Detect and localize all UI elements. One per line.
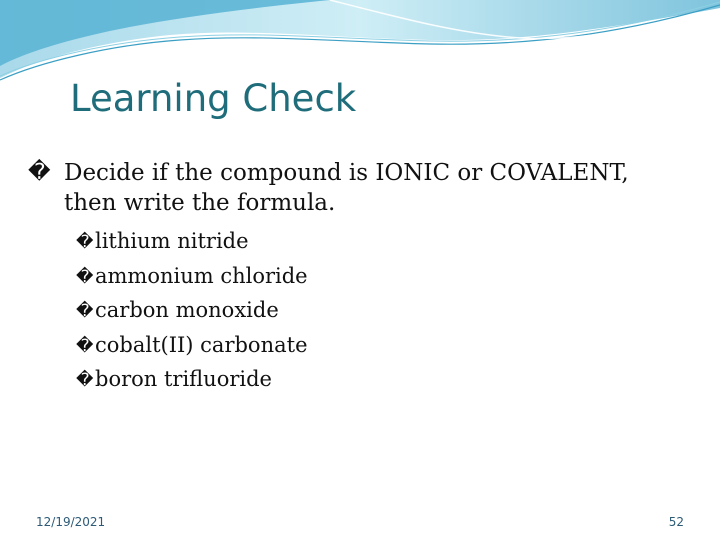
bullet-glyph-icon: � — [76, 266, 94, 287]
bullet-glyph-icon: � — [76, 335, 94, 356]
list-item-label: carbon monoxide — [95, 298, 279, 322]
main-bullet — [28, 158, 688, 218]
list-item-label: cobalt(II) carbonate — [95, 332, 308, 357]
compound-list — [76, 224, 308, 397]
list-item — [76, 224, 308, 259]
slide-number: 52 — [668, 515, 684, 529]
list-item-label: lithium nitride — [95, 229, 249, 253]
list-item-label: boron trifluoride — [95, 367, 272, 391]
slide-body — [28, 158, 688, 218]
bullet-glyph-icon: � — [76, 370, 94, 390]
list-item-label: ammonium chloride — [95, 263, 308, 288]
list-item — [76, 259, 308, 294]
list-item — [76, 362, 308, 397]
main-bullet-text: Decide if the compound is IONIC or COVALENT, then write the formula. — [64, 160, 629, 216]
bullet-glyph-icon: � — [28, 160, 51, 185]
list-item — [76, 293, 308, 328]
slide-title: Learning Check — [70, 77, 357, 120]
list-item — [76, 328, 308, 363]
bullet-glyph-icon: � — [76, 301, 94, 321]
footer-date: 12/19/2021 — [36, 515, 106, 529]
bullet-glyph-icon: � — [76, 232, 94, 252]
